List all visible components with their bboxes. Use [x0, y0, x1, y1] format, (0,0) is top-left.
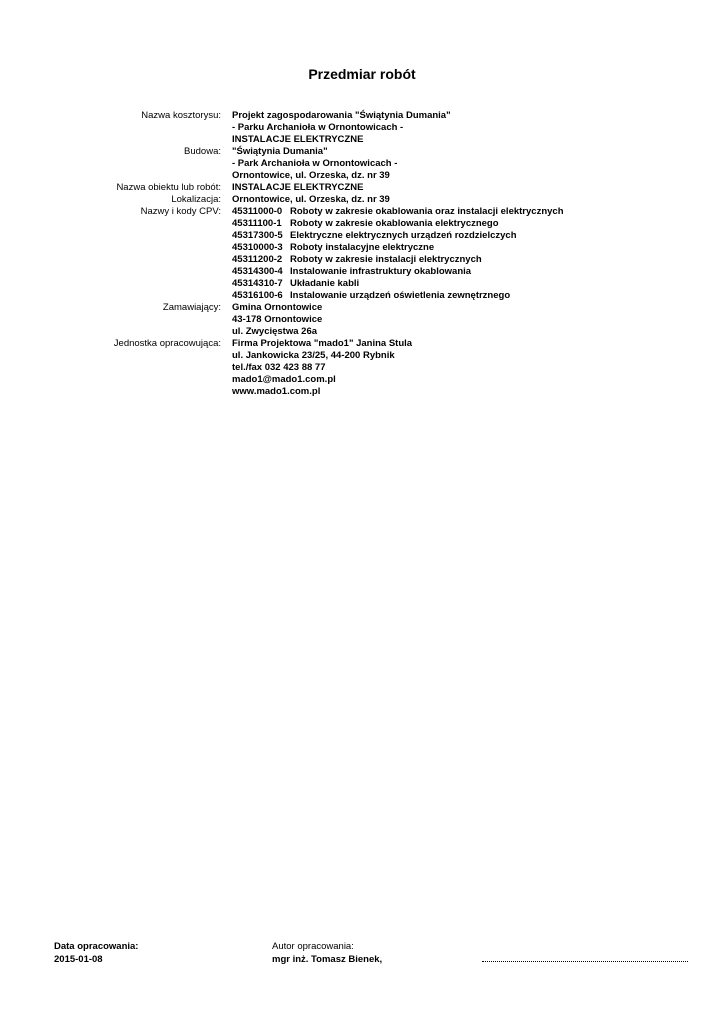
preparer-value: [232, 338, 724, 398]
object-line: INSTALACJE ELEKTRYCZNE: [232, 182, 364, 193]
cpv-code: 45311200-2: [232, 254, 283, 265]
cpv-name: Instalowanie urządzeń oświetlenia zewnętrznego: [290, 290, 511, 301]
cpv-code: 45316100-6: [232, 290, 283, 301]
location-row: [0, 194, 724, 206]
date-block: [54, 940, 138, 966]
orderer-row: [0, 302, 724, 338]
cost-name-value: [232, 110, 724, 146]
cpv-item: [232, 254, 724, 266]
preparer-row: [0, 338, 724, 398]
cpv-name: Instalowanie infrastruktury okablowania: [290, 266, 472, 277]
orderer-label: Zamawiający:: [162, 302, 221, 313]
orderer-line: ul. Zwycięstwa 26a: [232, 326, 318, 337]
building-value: [232, 146, 724, 182]
cpv-name: Roboty w zakresie instalacji elektrycznych: [290, 254, 482, 265]
cpv-item: [232, 206, 724, 218]
cpv-row: [0, 206, 724, 302]
preparer-line: tel./fax 032 423 88 77: [232, 362, 326, 373]
cpv-name: Roboty w zakresie okablowania oraz instalacji elektrycznych: [290, 206, 564, 217]
author-block: [272, 940, 382, 966]
cpv-item: [232, 278, 724, 290]
cost-name-line: Projekt zagospodarowania "Świątynia Dumania": [232, 110, 451, 121]
cost-name-line: INSTALACJE ELEKTRYCZNE: [232, 134, 364, 145]
date-value: 2015-01-08: [54, 954, 103, 965]
object-label: Nazwa obiektu lub robót:: [116, 182, 221, 193]
preparer-website: www.mado1.com.pl: [232, 386, 321, 397]
preparer-line: ul. Jankowicka 23/25, 44-200 Rybnik: [232, 350, 395, 361]
cpv-code: 45314300-4: [232, 266, 283, 277]
cost-name-label: Nazwa kosztorysu:: [141, 110, 221, 121]
author-label: Autor opracowania:: [272, 941, 354, 952]
building-line: - Park Archanioła w Ornontowicach -: [232, 158, 398, 169]
building-line: "Świątynia Dumania": [232, 146, 328, 157]
preparer-label: Jednostka opracowująca:: [113, 338, 221, 349]
cpv-code: 45310000-3: [232, 242, 283, 253]
location-label: Lokalizacja:: [171, 194, 221, 205]
document-title: Przedmiar robót: [308, 66, 416, 82]
cpv-item: [232, 218, 724, 230]
cpv-code: 45311000-0: [232, 206, 283, 217]
object-value: [232, 182, 724, 194]
preparer-line: Firma Projektowa "mado1" Janina Stula: [232, 338, 413, 349]
cpv-name: Elektryczne elektrycznych urządzeń rozdzielczych: [290, 230, 517, 241]
location-line: Ornontowice, ul. Orzeska, dz. nr 39: [232, 194, 390, 205]
cpv-list: [232, 206, 724, 302]
cpv-code: 45317300-5: [232, 230, 283, 241]
cpv-item: [232, 266, 724, 278]
date-label: Data opracowania:: [54, 941, 139, 952]
preparer-email: mado1@mado1.com.pl: [232, 374, 336, 385]
cpv-name: Roboty w zakresie okablowania elektrycznego: [290, 218, 499, 229]
cost-name-row: [0, 110, 724, 146]
cpv-item: [232, 290, 724, 302]
object-row: [0, 182, 724, 194]
building-label: Budowa:: [184, 146, 221, 157]
orderer-value: [232, 302, 724, 338]
info-block: [0, 110, 724, 398]
cost-name-line: - Parku Archanioła w Ornontowicach -: [232, 122, 404, 133]
cpv-code: 45311100-1: [232, 218, 282, 229]
orderer-line: 43-178 Ornontowice: [232, 314, 323, 325]
cpv-name: Roboty instalacyjne elektryczne: [290, 242, 435, 253]
cpv-item: [232, 242, 724, 254]
cpv-item: [232, 230, 724, 242]
building-row: [0, 146, 724, 182]
orderer-line: Gmina Ornontowice: [232, 302, 323, 313]
signature-line: [482, 953, 688, 962]
building-line: Ornontowice, ul. Orzeska, dz. nr 39: [232, 170, 390, 181]
author-value: mgr inż. Tomasz Bienek,: [272, 954, 383, 965]
location-value: [232, 194, 724, 206]
cpv-code: 45314310-7: [232, 278, 283, 289]
cpv-label: Nazwy i kody CPV:: [140, 206, 221, 217]
cpv-name: Układanie kabli: [290, 278, 360, 289]
